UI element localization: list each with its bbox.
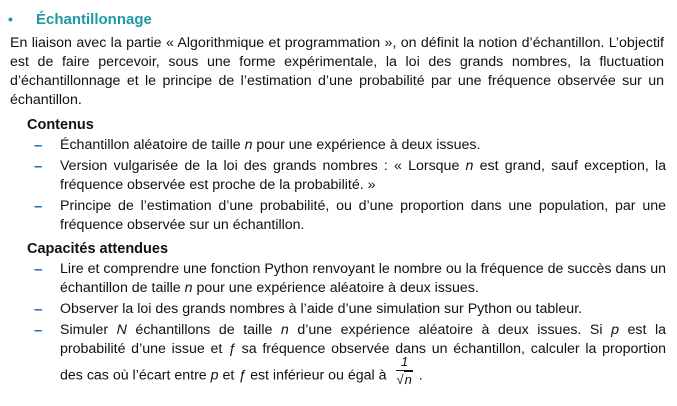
list-item: – Lire et comprendre une fonction Python renvoyant le nombre ou la fréquence de succès dans un échantillon de taille n pour une expérience aléatoire à deux issues. (34, 261, 666, 296)
list-item: – Observer la loi des grands nombres à l’aide d’une simulation sur Python ou tableur. (34, 301, 583, 318)
fraction-one-over-root-n: $\frac{1}{√n}$ (396, 354, 412, 387)
dash-bullet-icon: – (34, 301, 43, 318)
capacites-heading: Capacités attendues (27, 241, 169, 257)
square-root-sign: √n (396, 372, 412, 387)
intro-paragraph: En liaison avec la partie « Algorithmique et programmation », on définit la notion d’échantillon. L’objectif est de faire percevoir, sous une forme expérimentale, la loi des grands nombres, la fluctuation d’échantillonnage et le principe de l’estimation d’une probabilité par une fréquence observée sur un échantillon. (10, 35, 664, 108)
list-item: – Version vulgarisée de la loi des grands nombres : « Lorsque n est grand, sauf exception, la fréquence observée est proche de la probabilité. » (34, 158, 666, 193)
dash-bullet-icon: – (34, 261, 43, 278)
section-title: Échantillonnage (36, 10, 152, 28)
list-item: – Échantillon aléatoire de taille n pour une expérience à deux issues. (34, 137, 481, 154)
contenus-heading: Contenus (27, 117, 94, 133)
section-heading (8, 8, 152, 30)
dash-bullet-icon: – (34, 137, 43, 154)
contenus-list (30, 136, 666, 237)
bullet-icon: • (8, 11, 13, 27)
list-item: – Principe de l’estimation d’une probabilité, ou d’une proportion dans une population, par une fréquence observée sur un échantillon. (34, 198, 666, 233)
dash-bullet-icon: – (34, 158, 43, 175)
dash-bullet-icon: – (34, 198, 43, 215)
list-item: – Simuler N échantillons de taille n d’une expérience aléatoire à deux issues. Si p est la probabilité d’une issue et ƒ sa fréquence observée dans un échantillon, calculer la proportion des cas où l’écart entre p et ƒ est inférieur ou égal à $\frac{1}{√n}$ . (34, 322, 666, 387)
capacites-list (30, 260, 666, 394)
dash-bullet-icon: – (34, 322, 43, 339)
